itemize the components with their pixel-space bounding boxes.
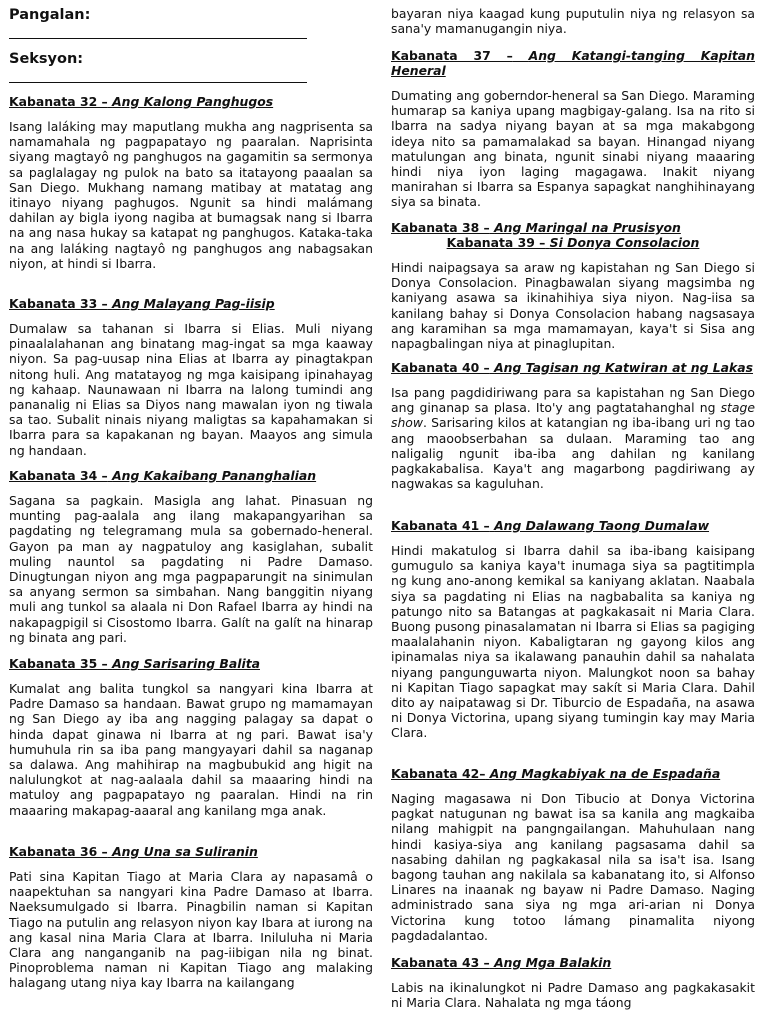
chapter-number: Kabanata 43 – xyxy=(391,955,490,970)
chapter-41 xyxy=(391,518,755,741)
chapter-33 xyxy=(9,296,373,458)
chapter-summary: Naging magasawa ni Don Tibucio at Donya Victorina pagkat natugunan ng bawat isa sa kanila ang magkaiba nilang mahigpit na pangngailangan. Mahuhulaan nang hindi kasiya-siya ang kanilang pagsasama dahil sa nasabing dahilan ng pagkakasal nila sa isa't isa. Isang bagong tauhan ang nakilala sa kabanatang ito, si Alfonso Linares na inaanak ng bayaw ni Padre Damaso. Naging administrado sana siya ng mga ari-arian ni Donya Victorina kung totoo lámang pinamalita niyong pagdadalantao. xyxy=(391,791,755,943)
chapter-title: Ang Kalong Panghugos xyxy=(112,94,274,109)
chapter-heading xyxy=(391,766,755,781)
chapter-36-continued xyxy=(391,6,755,36)
chapter-number: Kabanata 38 – xyxy=(391,220,490,235)
name-blank-line[interactable] xyxy=(9,24,307,39)
chapter-37 xyxy=(391,48,755,210)
chapter-number: Kabanata 41 – xyxy=(391,518,490,533)
chapter-heading xyxy=(391,235,755,250)
chapter-title: Ang Una sa Suliranin xyxy=(112,844,258,859)
chapter-title: Ang Maringal na Prusisyon xyxy=(494,220,681,235)
chapter-summary: Isang laláking may maputlang mukha ang nagprisenta sa namamahala ng pagpapatayo ng paaralan. Naprisinta siyang magtayô ng panghugos na gagamitin sa sermonya sa paglalagay ng pulok na bato sa itatayong paaalan sa San Diego. Mukhang namang matibay at matatag ang itinayo niyang paghugos. Ngunit sa hindi malámang dahilan ay bigla iyong nagiba at bumagsak nang si Ibarra na ang nasa hukay sa katapat ng panghugos. Kataka-taka na ang laláking nagtayô ng panghugos ang nabagsakan niyon, at hindi si Ibarra. xyxy=(9,119,373,271)
summary-text: . Sarisaring kilos at katangian ng iba-ibang uri ng tao ang maoobserbahan sa dulaan. Maraming tao ang naligalig ngunit iba-iba ang dahilan ng kanilang pagkakabalisa. Kaya't ang magarbong pagdiriwang ay nagwakas sa kaguluhan. xyxy=(391,415,755,492)
chapter-summary xyxy=(391,385,755,491)
chapter-title: Ang Dalawang Taong Dumalaw xyxy=(494,518,710,533)
chapter-36 xyxy=(9,844,373,991)
chapter-number: Kabanata 36 – xyxy=(9,844,108,859)
chapter-title: Ang Magkabiyak na de Espadaña xyxy=(489,766,721,781)
chapter-35 xyxy=(9,656,373,818)
chapter-43 xyxy=(391,955,755,1010)
chapter-title: Ang Mga Balakin xyxy=(494,955,612,970)
chapter-number: Kabanata 37 – xyxy=(391,48,513,63)
chapter-number: Kabanata 39 – xyxy=(446,235,546,250)
section-label: Seksyon: xyxy=(9,51,84,67)
section-blank-line[interactable] xyxy=(9,68,307,83)
chapter-heading xyxy=(9,296,373,311)
chapter-title: Ang Kakaibang Pananghalian xyxy=(112,468,317,483)
chapter-32 xyxy=(9,94,373,271)
chapter-number: Kabanata 33 – xyxy=(9,296,108,311)
chapter-number: Kabanata 40 – xyxy=(391,360,490,375)
chapter-heading xyxy=(391,360,755,375)
chapter-summary-continued: bayaran niya kaagad kung puputulin niya ng relasyon sa sana'y mamanugangin niya. xyxy=(391,6,755,37)
chapter-40 xyxy=(391,360,755,491)
chapter-34 xyxy=(9,468,373,645)
name-field xyxy=(9,6,373,39)
chapter-title: Si Donya Consolacion xyxy=(549,235,700,250)
chapter-heading xyxy=(391,518,755,533)
chapter-title: Ang Katangi-tanging Kapitan Heneral xyxy=(391,48,755,78)
chapter-number: Kabanata 32 – xyxy=(9,94,108,109)
chapter-summary: Hindi makatulog si Ibarra dahil sa iba-ibang kaisipang gumugulo sa kaniya kaya't inumaga siya sa pagtitimpla ng kung ano-anong kemikal sa kaniyang aklatan. Naabala siya sa pagdating ni Elias na nagbabalita sa kaniya ng patungo nito sa Batangas at pagkakasait ni Maria Clara. Buong pusong pinasalamatan ni Ibarra si Elias sa pagiging maalalahanin niyon. Kabaligtaran ng gayong kilos ang ipinamalas niya sa ikalawang panauhin dahil sa nahalata niyang pangunguwarta niyon. Malungkot noon sa bahay ni Kapitan Tiago sapagkat may sakít si Maria Clara. Dahil dito ay naipatawag si Dr. Tiburcio de Espadaña, na asawa ni Donya Victorina, upang siyang tumingin kay may Maria Clara. xyxy=(391,543,755,741)
chapter-summary: Sagana sa pagkain. Masigla ang lahat. Pinasuan ng munting pag-aalala ang ilang makapangyarihan sa pagdating ng telegramang mula sa gobernado-heneral. Gayon pa man ay nagpatuloy ang kasiglahan, subalit muling nauntol sa pagdating ni Padre Damaso. Dinugtungan niyon ang mga pagpaparungit na sinimulan sa anyang sermon sa simbahan. Nang banggitin niyang muli ang tunkol sa alaala ni Don Rafael Ibarra ay hindi na nakapagpigil si Cisostomo Ibarra. Galít na galít na hinarap ng binata ang pari. xyxy=(9,493,373,645)
chapter-heading xyxy=(9,468,373,483)
chapter-summary: Labis na ikinalungkot ni Padre Damaso ang pagkakasakit ni Maria Clara. Nahalata ng mga táong xyxy=(391,980,755,1011)
chapter-title: Ang Sarisaring Balita xyxy=(112,656,260,671)
name-label: Pangalan: xyxy=(9,7,91,23)
chapter-summary: Pati sina Kapitan Tiago at Maria Clara ay napasamâ o naapektuhan sa nangyari kina Padre Damaso at Ibarra. Naeksumulgado si Ibarra. Pinagbilin naman si Kapitan Tiago na putulin ang relasyon niyon kay Ibara at iurong na ang kasal nina Maria Clara at Ibarra. Iniluluha ni Maria Clara ang nanganganib na pag-iibigan nila ng binat. Pinoproblema naman ni Kapitan Tiago ang malaking halagang utang niya kay Ibarra na kailangang xyxy=(9,869,373,991)
summary-italic-term: stage show xyxy=(391,400,755,431)
chapter-number: Kabanata 42– xyxy=(391,766,486,781)
chapter-heading xyxy=(391,48,755,78)
chapter-summary: Kumalat ang balita tungkol sa nangyari kina Ibarra at Padre Damaso sa handaan. Bawat grupo ng mamamayan ng San Diego ay iba ang nagging palagay sa dapat o hinda dapat ginawa ni Ibarra at ng pari. Bawat isa'y humuhula rin sa iba pang mangyayari dahil sa naganap sa dalawa. Ang mahihirap na magbubukid ang higit na nalulungkot at nag-aalaala dahil sa maaaring hindi na matuloy ang pagpapatayo ng paaralan. Hindi na rin maaaring makapag-aaaral ang kanilang mga anak. xyxy=(9,681,373,818)
chapter-summary: Dumalaw sa tahanan si Ibarra si Elias. Muli niyang pinaalalahanan ang binatang mag-ingat sa mga kaaway niyon. Sa pag-uusap nina Elias at Ibarra ay pinagtakpan nitong huli. Ang matatayog ng mga kaisipang ipinahayag ng kahaap. Naunawaan ni Ibarra na lalong tumindi ang pananalig ni Elias sa Diyos nang mawalan iyon ng tiwala sa tao. Subalit ninais niyang maligtas sa kapahamakan si Ibarra para sa kapakanan ng bayan. Maayos ang simula ng handaan. xyxy=(9,321,373,458)
chapter-number: Kabanata 34 – xyxy=(9,468,108,483)
chapter-summary: Hindi naipagsaya sa araw ng kapistahan ng San Diego si Donya Consolacion. Pinagbawalan siyang magsimba ng kaniyang asawa sa ikinahihiya siya niyon. Nag-iisa sa kanilang bahay si Donya Consolacion habang nagsasaya ang karamihan sa mga mamamayan, kaya't si Sisa ang napagbalingan niya at pinaglupitan. xyxy=(391,260,755,352)
chapter-title: Ang Malayang Pag-iisip xyxy=(112,296,275,311)
chapter-heading xyxy=(9,656,373,671)
chapter-42 xyxy=(391,766,755,943)
section-field xyxy=(9,50,373,83)
chapter-title: Ang Tagisan ng Katwiran at ng Lakas xyxy=(494,360,754,375)
chapter-heading xyxy=(9,844,373,859)
chapter-heading xyxy=(391,955,755,970)
summary-text: Isa pang pagdidiriwang para sa kapistahan ng San Diego ang ginanap sa plasa. Ito'y ang pagtatahanghal ng xyxy=(391,385,755,416)
chapter-summary: Dumating ang goberndor-heneral sa San Diego. Maraming humarap sa kaniya upang magbigay-galang. Isa na rito si Ibarra na sadya niyang bayan at sa mga makabgong ideya nito sa pamamalakad sa bayan. Hinangad niyang matulungan ang binata, ngunit sinabi niyang maaaring hindi niya iyon laging magagawa. Inakit niyang manirahan si Ibarra sa Espanya sapagkat nanghihinayang siya sa binata. xyxy=(391,88,755,210)
chapter-heading xyxy=(391,220,755,235)
chapter-number: Kabanata 35 – xyxy=(9,656,108,671)
chapter-heading xyxy=(9,94,373,109)
chapter-38-39 xyxy=(391,220,755,351)
